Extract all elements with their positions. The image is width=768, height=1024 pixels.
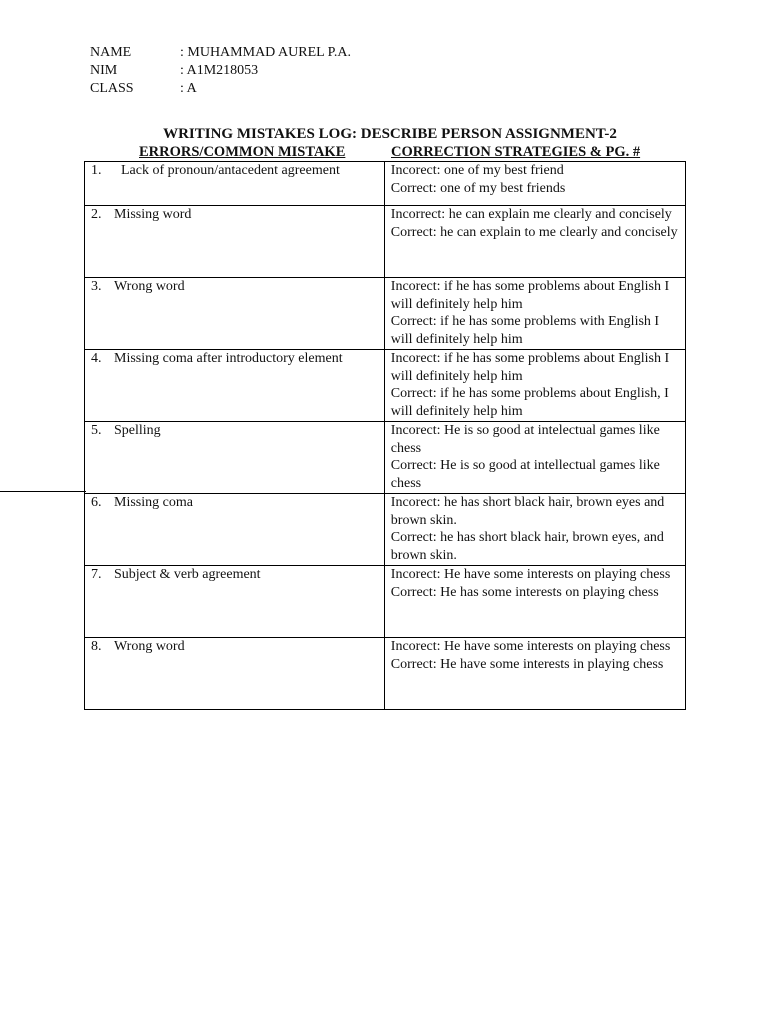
correction-cell xyxy=(384,422,685,494)
correction-cell xyxy=(384,566,685,638)
mistake-number: 5. xyxy=(91,423,102,438)
table-row xyxy=(85,494,686,566)
incorrect-example: Incorect: if he has some problems about English I will definitely help him xyxy=(390,279,670,312)
class-value: : A xyxy=(180,81,197,96)
correction-cell xyxy=(384,350,685,422)
correct-example: Correct: one of my best friends xyxy=(390,180,566,196)
mistake-text: Missing coma xyxy=(114,495,193,510)
correct-example: Correct: he has short black hair, brown eyes, and brown skin. xyxy=(390,530,664,563)
nim-value: : A1M218053 xyxy=(180,63,259,78)
document-title: WRITING MISTAKES LOG: DESCRIBE PERSON ASSIGNMENT-2 xyxy=(163,126,617,142)
incorrect-example: Incorect: He have some interests on playing chess xyxy=(390,639,671,654)
table-row xyxy=(85,638,686,710)
margin-line xyxy=(0,491,86,492)
correct-example: Correct: He have some interests in playing chess xyxy=(390,656,664,672)
name-row xyxy=(90,44,351,62)
correction-cell xyxy=(384,162,685,206)
mistake-text: Lack of pronoun/antacedent agreement xyxy=(114,163,340,178)
correction-cell xyxy=(384,494,685,566)
correction-cell xyxy=(384,278,685,350)
mistake-cell xyxy=(85,494,385,566)
nim-label: NIM xyxy=(90,63,118,78)
mistake-number: 6. xyxy=(91,495,102,510)
mistake-text: Missing coma after introductory element xyxy=(114,351,343,366)
mistake-number: 1. xyxy=(91,163,102,178)
mistake-cell xyxy=(85,206,385,278)
name-label: NAME xyxy=(90,45,132,60)
class-row xyxy=(90,80,351,98)
mistake-cell xyxy=(85,350,385,422)
mistake-text: Missing word xyxy=(114,207,192,222)
incorrect-example: Incorect: he has short black hair, brown eyes and brown skin. xyxy=(390,495,665,528)
corrections-column-header: CORRECTION STRATEGIES & PG. # xyxy=(391,144,641,160)
mistake-text: Wrong word xyxy=(114,279,185,294)
mistake-cell xyxy=(85,278,385,350)
name-value: : MUHAMMAD AUREL P.A. xyxy=(180,45,352,60)
correct-example: Correct: He has some interests on playing chess xyxy=(390,584,659,600)
incorrect-example: Incorect: He is so good at intelectual games like chess xyxy=(390,423,660,456)
mistake-number: 2. xyxy=(91,207,102,222)
table-row xyxy=(85,350,686,422)
incorrect-example: Incorect: one of my best friend xyxy=(390,163,564,178)
correct-example: Correct: He is so good at intellectual games like chess xyxy=(390,458,660,491)
class-label: CLASS xyxy=(90,81,134,96)
correction-cell xyxy=(384,206,685,278)
mistake-cell xyxy=(85,422,385,494)
incorrect-example: Incorrect: he can explain me clearly and concisely xyxy=(390,207,672,222)
incorrect-example: Incorect: He have some interests on playing chess xyxy=(390,567,671,582)
mistakes-log-table xyxy=(84,161,686,710)
table-row xyxy=(85,422,686,494)
mistake-number: 3. xyxy=(91,279,102,294)
table-row xyxy=(85,162,686,206)
mistake-cell xyxy=(85,638,385,710)
mistake-text: Subject & verb agreement xyxy=(114,567,261,582)
mistakes-log-body xyxy=(85,162,686,710)
table-row xyxy=(85,278,686,350)
table-row xyxy=(85,206,686,278)
mistake-number: 7. xyxy=(91,567,102,582)
table-row xyxy=(85,566,686,638)
nim-row xyxy=(90,62,351,80)
mistake-cell xyxy=(85,162,385,206)
student-info xyxy=(90,44,351,98)
correction-cell xyxy=(384,638,685,710)
correct-example: Correct: he can explain to me clearly and concisely xyxy=(390,224,678,240)
mistake-number: 8. xyxy=(91,639,102,654)
mistake-cell xyxy=(85,566,385,638)
correct-example: Correct: if he has some problems about English, I will definitely help him xyxy=(390,386,669,419)
mistake-text: Wrong word xyxy=(114,639,185,654)
incorrect-example: Incorect: if he has some problems about English I will definitely help him xyxy=(390,351,670,384)
errors-column-header: ERRORS/COMMON MISTAKE xyxy=(139,144,346,160)
mistake-number: 4. xyxy=(91,351,102,366)
mistake-text: Spelling xyxy=(114,423,161,438)
correct-example: Correct: if he has some problems with English I will definitely help him xyxy=(390,314,660,347)
